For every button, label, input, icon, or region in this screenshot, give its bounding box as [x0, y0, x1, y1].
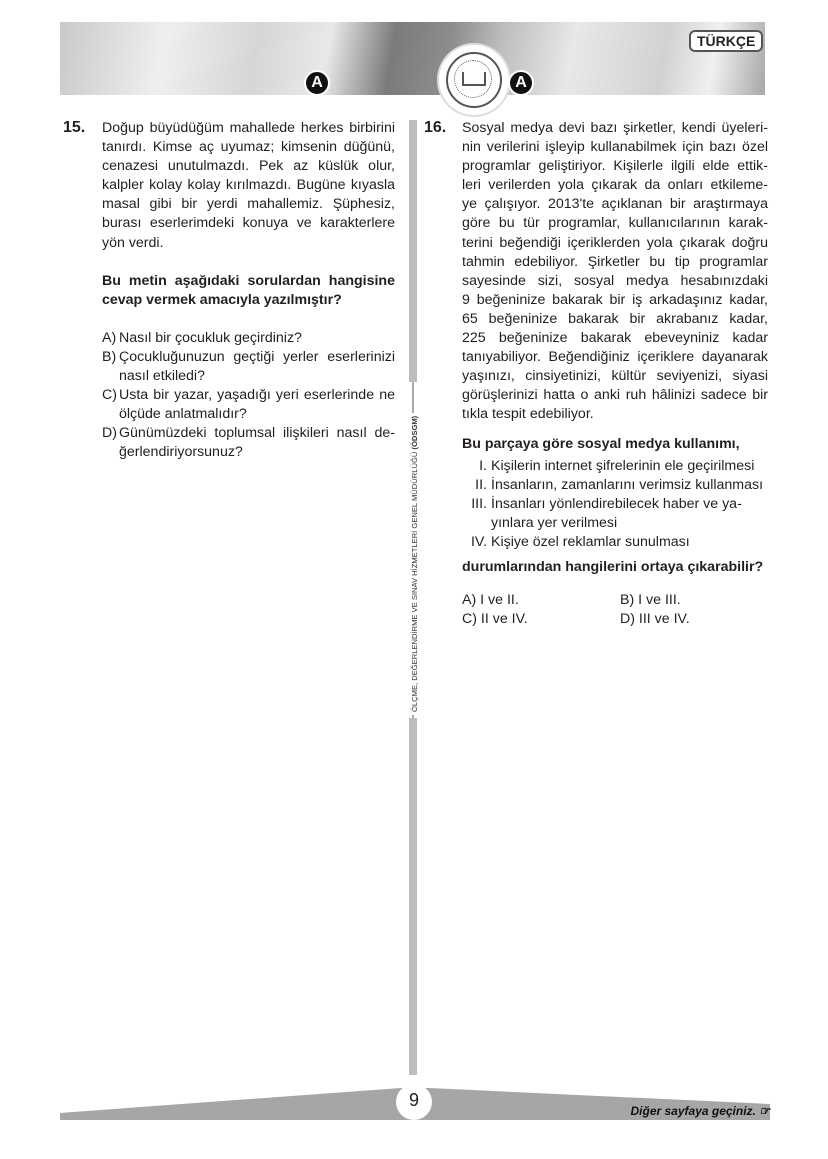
text-line: görüşlerinizi hatta o anki ruh hâlinizi sadece bir	[462, 387, 768, 404]
roman-numeral: III.	[471, 495, 487, 512]
option-label: B)	[102, 348, 117, 365]
text-line: tıkla tespit edebiliyor.	[462, 406, 594, 423]
roman-numeral: IV.	[470, 533, 487, 550]
option-label: A)	[102, 329, 117, 346]
text-line: Günümüzdeki toplumsal ilişkileri nasıl de-	[119, 425, 395, 442]
text-line: Usta bir yazar, yaşadığı yeri eserlerinde ne	[119, 387, 395, 404]
text-line: burası eserlerimdeki konuya ve karakterlere	[102, 215, 395, 232]
text-line: kalpler kolay kolay kırılmazdı. Bugüne kıyasla	[102, 177, 395, 194]
text-line: ğerlendiriyorsunuz?	[119, 444, 243, 461]
text-line: terini beğendiği içeriklerden yola çıkarak doğru	[462, 234, 768, 251]
answer-option[interactable]: B) I ve III.	[620, 592, 681, 609]
text-line: göre bu tür programlar, kullanıcılarının karak-	[462, 215, 768, 232]
text-line: ölçüde anlatmalıdır?	[119, 406, 247, 423]
text-line: programlar geliştiriyor. Kişilerle ilgili elde ettik-	[462, 158, 768, 175]
pointing-hand-icon: ☞	[759, 1104, 770, 1118]
option-label: D)	[102, 425, 117, 442]
answer-option[interactable]: C) II ve IV.	[462, 611, 528, 628]
text-line: 9 beğeninize bakarak bir iş arkadaşınız kadar,	[462, 291, 768, 308]
text-line: yınlara yer verilmesi	[491, 514, 618, 531]
text-line: Bu metin aşağıdaki sorulardan hangisine	[102, 272, 395, 289]
text-line: Sosyal medya devi bazı şirketler, kendi üyeleri-	[462, 120, 768, 136]
page-number: 9	[396, 1084, 432, 1120]
page-header	[60, 22, 765, 95]
divider-bar-top	[409, 120, 417, 382]
divider-bar-bottom	[409, 718, 417, 1075]
sidebar-institution-text: ÖLÇME, DEĞERLENDİRME VE SINAV HİZMETLERİ GENEL MÜDÜRLÜĞÜ (ÖDSGM)	[410, 413, 419, 715]
text-line: tahmin edebiliyor. Şirketler bu tip programlar	[462, 253, 768, 270]
question-15-number: 15.	[63, 119, 86, 136]
text-line: Çocukluğunuzun geçtiği yerler eserlerinizi	[119, 348, 395, 365]
answer-option[interactable]: A) I ve II.	[462, 592, 519, 609]
roman-numeral: II.	[475, 476, 487, 493]
text-line: yön verdi.	[102, 234, 164, 251]
text-line: Nasıl bir çocukluk geçirdiniz?	[119, 329, 302, 346]
option-label: C)	[102, 387, 117, 404]
text-line: cevap vermek amacıyla yazılmıştır?	[102, 291, 342, 308]
statement-item	[462, 476, 768, 495]
roman-numeral: I.	[479, 457, 487, 474]
answer-option[interactable]	[102, 386, 395, 424]
statement-item	[462, 533, 768, 552]
answer-option[interactable]	[102, 329, 395, 348]
text-line: yaşınızı, cinsiyetinizi, kültür seviyenizi, siyasi	[462, 368, 768, 385]
statement-item	[462, 495, 768, 533]
ministry-seal-logo	[439, 45, 509, 115]
question-16	[462, 119, 768, 629]
text-line: nasıl etkiledi?	[119, 368, 205, 385]
text-line: tanırdı. Kimse aç uyumaz; kimsenin düğünü,	[102, 139, 395, 156]
text-line: cenazesi unutulmazdı. Pek az küslük olur,	[102, 158, 395, 175]
text-line: 65 beğeninize bakarak bir akrabanız kadar,	[462, 310, 768, 327]
text-line: ye çalışıyor. 2013'te açıklanan bir araştırmaya	[462, 196, 768, 213]
text-line: masal gibi bir yerdi mahallemiz. Şüphesiz,	[102, 196, 395, 213]
question-15	[102, 119, 395, 463]
answer-option[interactable]: D) III ve IV.	[620, 611, 690, 628]
text-line: sayesinde sizi, sosyal medya hesabınızdaki	[462, 272, 768, 289]
subject-label: TÜRKÇE	[689, 30, 763, 52]
statement-item	[462, 457, 768, 476]
answer-option[interactable]	[102, 424, 395, 462]
text-line: Kişilerin internet şifrelerinin ele geçirilmesi	[491, 457, 755, 474]
text-line: 225 beğeninize bakarak ebeveyniniz kadar	[462, 330, 768, 347]
booklet-badge-right: A	[508, 70, 534, 96]
text-line: Bu parçaya göre sosyal medya kullanımı,	[462, 435, 740, 452]
text-line: İnsanların, zamanlarını verimsiz kullanması	[491, 476, 764, 493]
text-line: leri verilerden yola çıkarak da onları etkileme-	[462, 177, 768, 194]
text-line: İnsanları yönlendirebilecek haber ve ya-	[491, 495, 742, 512]
booklet-badge-left: A	[304, 70, 330, 96]
text-line: nin verilerini işleyip kullanabilmek için bazı özel	[462, 139, 768, 156]
question-16-number: 16.	[424, 119, 447, 136]
question-stem: durumlarından hangilerini ortaya çıkarabilir?	[462, 559, 764, 576]
answer-option[interactable]	[102, 348, 395, 386]
text-line: tanıyabiliyor. Beğendiğiniz içeriklere dayanarak	[462, 349, 768, 366]
text-line: Kişiye özel reklamlar sunulması	[491, 533, 690, 550]
next-page-note: Diğer sayfaya geçiniz. ☞	[630, 1104, 770, 1118]
text-line: Doğup büyüdüğüm mahallede herkes birbirini	[102, 120, 395, 136]
